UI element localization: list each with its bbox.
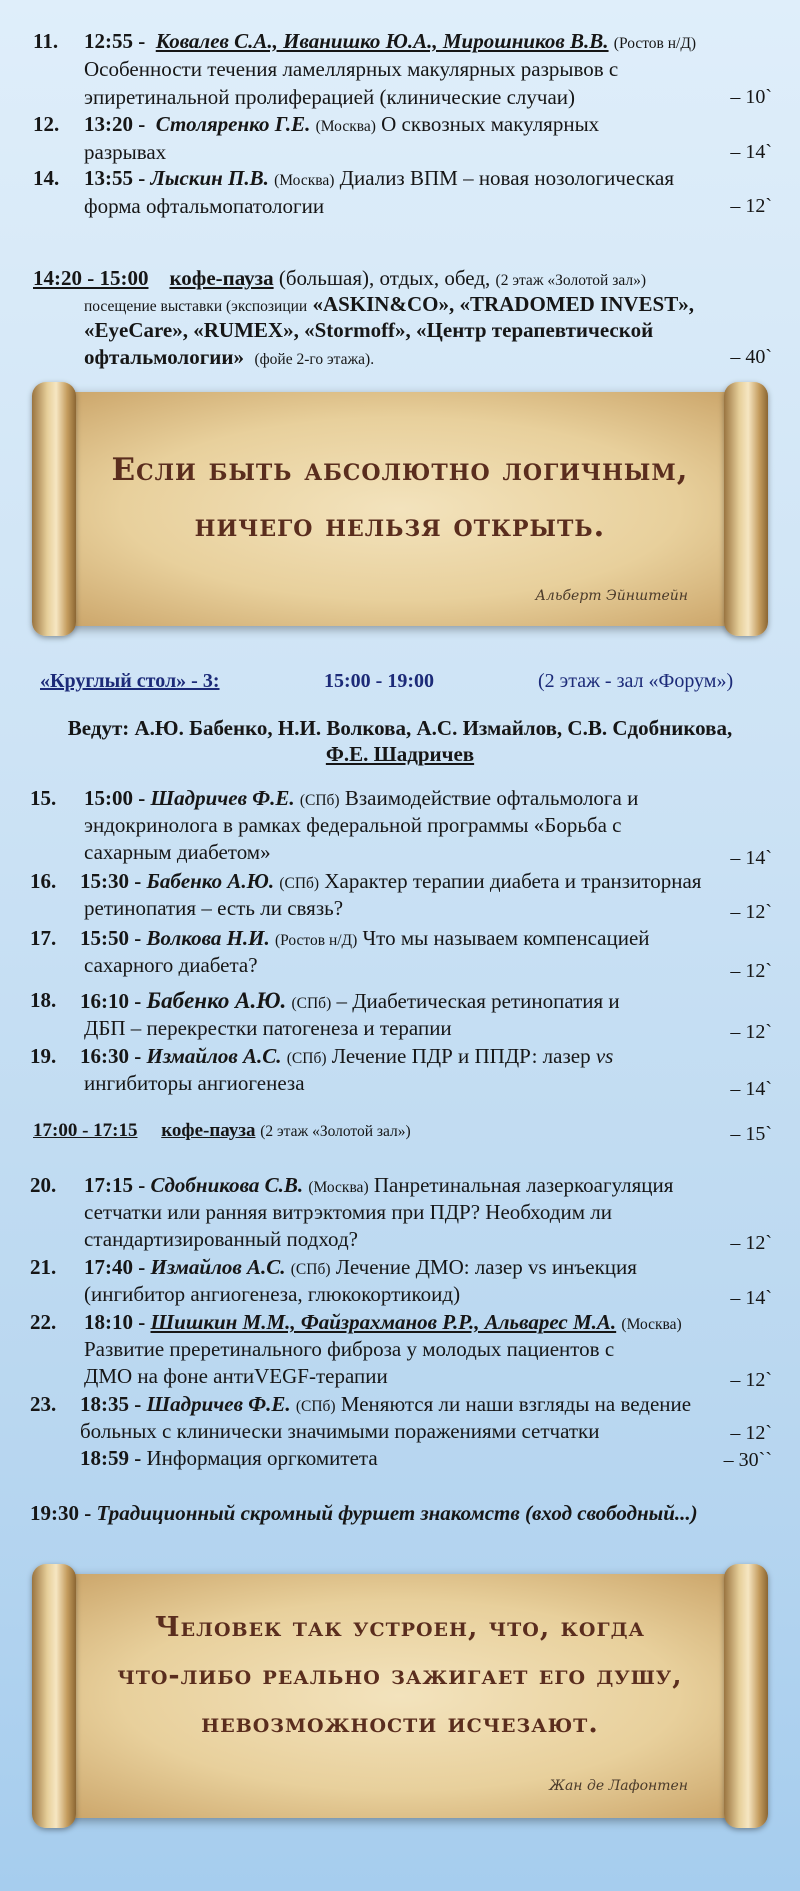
item-city: (Москва) bbox=[621, 1316, 682, 1333]
item-title: сахарного диабета? bbox=[84, 953, 258, 977]
item-duration: – 12` bbox=[730, 960, 772, 982]
item-time: 16:30 - bbox=[80, 1044, 142, 1068]
item-title: Информация оргкомитета bbox=[146, 1446, 378, 1470]
item-time: 15:50 - bbox=[80, 926, 142, 950]
item-number: 18. bbox=[30, 988, 57, 1012]
item-number: 22. bbox=[30, 1310, 57, 1334]
item-city: (СПб) bbox=[295, 1398, 336, 1415]
item-speakers: Сдобникова С.В. bbox=[150, 1173, 304, 1197]
item-speakers: Бабенко А.Ю. bbox=[146, 869, 275, 893]
break-time: 14:20 - 15:00 bbox=[33, 266, 149, 290]
moderators-line: Ведут: А.Ю. Бабенко, Н.И. Волкова, А.С. Измайлов, С.В. Сдобникова, bbox=[67, 716, 733, 740]
item-number: 16. bbox=[30, 869, 57, 893]
item-number: 12. bbox=[33, 112, 60, 136]
quote-author: Жан де Лафонтен bbox=[549, 1778, 688, 1794]
item-city: (Ростов н/Д) bbox=[613, 35, 697, 52]
item-number: 19. bbox=[30, 1044, 57, 1068]
item-number: 21. bbox=[30, 1255, 57, 1279]
item-title: сахарным диабетом» bbox=[84, 840, 271, 864]
round-table-label: «Круглый стол» - 3: bbox=[40, 670, 220, 692]
item-title: стандартизированный подход? bbox=[84, 1227, 358, 1251]
item-title: Лечение ДМО: лазер vs инъекция bbox=[335, 1255, 637, 1279]
item-title: эпиретинальной пролиферацией (клинические случаи) bbox=[84, 85, 576, 109]
item-title: Меняются ли наши взгляды на ведение bbox=[340, 1392, 692, 1416]
item-title: Диализ ВПМ – новая нозологическая bbox=[339, 166, 674, 190]
item-city: (СПб) bbox=[291, 995, 332, 1012]
item-title: Что мы называем компенсацией bbox=[362, 926, 650, 950]
exhibitors: «ASKIN&CO», «TRADOMED INVEST», bbox=[312, 292, 694, 316]
item-title: разрывах bbox=[84, 140, 167, 164]
item-title: Взаимодействие офтальмолога и bbox=[344, 786, 639, 810]
item-city: (Москва) bbox=[315, 118, 376, 135]
item-speakers: Шадричев Ф.Е. bbox=[146, 1392, 291, 1416]
item-title: (ингибитор ангиогенеза, глюкокортикоид) bbox=[84, 1282, 461, 1306]
item-city: (Ростов н/Д) bbox=[275, 932, 358, 949]
break-duration: – 15` bbox=[730, 1123, 772, 1145]
item-duration: – 30`` bbox=[723, 1449, 772, 1471]
item-title: ДБП – перекрестки патогенеза и терапии bbox=[84, 1016, 452, 1040]
item-city: (СПб) bbox=[279, 875, 320, 892]
item-duration: – 12` bbox=[730, 195, 772, 217]
item-duration: – 12` bbox=[730, 1021, 772, 1043]
item-speakers: Столяренко Г.Е. bbox=[155, 112, 311, 136]
exhibition-place: (фойе 2-го этажа). bbox=[254, 351, 375, 368]
item-title: Развитие преретинального фиброза у молодых пациентов с bbox=[84, 1337, 615, 1361]
item-title: Особенности течения ламеллярных макулярных разрывов с bbox=[84, 57, 619, 81]
break-duration: – 40` bbox=[730, 346, 772, 368]
exhibitors: офтальмологии» bbox=[84, 345, 244, 369]
exhibitors: «EyeCare», «RUMEX», «Stormoff», «Центр терапевтической bbox=[84, 318, 654, 342]
item-time: 13:55 - bbox=[84, 166, 146, 190]
item-city: (СПб) bbox=[299, 792, 340, 809]
item-duration: – 14` bbox=[730, 141, 772, 163]
item-speakers: Волкова Н.И. bbox=[146, 926, 270, 950]
item-speakers: Измайлов А.С. bbox=[150, 1255, 286, 1279]
moderators-line: Ф.Е. Шадричев bbox=[325, 742, 475, 766]
item-speakers: Шишкин М.М., Файзрахманов Р.Р., Альварес М.А. bbox=[150, 1310, 617, 1334]
item-duration: – 10` bbox=[730, 86, 772, 108]
round-table-time: 15:00 - 19:00 bbox=[324, 670, 434, 692]
item-title-vs: vs bbox=[595, 1044, 614, 1068]
item-time: 17:40 - bbox=[84, 1255, 146, 1279]
item-time: 18:10 - bbox=[84, 1310, 146, 1334]
quote-line: что-либо реально зажигает его душу, bbox=[117, 1660, 683, 1691]
item-number: 23. bbox=[30, 1392, 57, 1416]
item-number: 11. bbox=[33, 29, 59, 53]
buffet-text: Традиционный скромный фуршет знакомств (вход свободный...) bbox=[96, 1501, 698, 1525]
item-duration: – 14` bbox=[730, 1078, 772, 1100]
round-table-place: (2 этаж - зал «Форум») bbox=[538, 670, 734, 692]
item-time: 18:59 - bbox=[80, 1446, 142, 1470]
scroll-roll-left bbox=[32, 382, 76, 636]
item-number: 15. bbox=[30, 786, 57, 810]
break-label: кофе-пауза bbox=[161, 1120, 256, 1141]
scroll-roll-left bbox=[32, 1564, 76, 1828]
item-duration: – 12` bbox=[730, 1422, 772, 1444]
quote-line: Человек так устроен, что, когда bbox=[155, 1612, 645, 1643]
quote-line: ничего нельзя открыть. bbox=[194, 508, 606, 544]
item-speakers: Шадричев Ф.Е. bbox=[150, 786, 295, 810]
break-place: (2 этаж «Золотой зал») bbox=[495, 272, 647, 289]
item-duration: – 14` bbox=[730, 1287, 772, 1309]
item-time: 18:35 - bbox=[80, 1392, 142, 1416]
quote-line: невозможности исчезают. bbox=[201, 1708, 599, 1739]
quote-scroll bbox=[42, 392, 758, 626]
break-place: (2 этаж «Золотой зал») bbox=[260, 1123, 411, 1140]
buffet-time: 19:30 - bbox=[30, 1501, 92, 1525]
item-title: Лечение ПДР и ППДР: лазер bbox=[331, 1044, 591, 1068]
item-city: (СПб) bbox=[290, 1261, 331, 1278]
item-title: больных с клинически значимыми поражениями сетчатки bbox=[80, 1419, 600, 1443]
exhibition-text: посещение выставки (экспозиции bbox=[84, 298, 308, 315]
item-title: сетчатки или ранняя витрэктомия при ПДР? Необходим ли bbox=[84, 1200, 612, 1224]
item-speakers: Ковалев С.А., Иванишко Ю.А., Мирошников В.В. bbox=[155, 29, 609, 53]
item-time: 15:00 - bbox=[84, 786, 146, 810]
item-speakers: Лыскин П.В. bbox=[150, 166, 269, 190]
item-duration: – 12` bbox=[730, 1369, 772, 1391]
item-number: 20. bbox=[30, 1173, 57, 1197]
item-title: Панретинальная лазеркоагуляция bbox=[373, 1173, 674, 1197]
item-time: 13:20 - bbox=[84, 112, 146, 136]
item-number: 17. bbox=[30, 926, 57, 950]
item-title: эндокринолога в рамках федеральной программы «Борьба с bbox=[84, 813, 622, 837]
item-speakers: Измайлов А.С. bbox=[146, 1044, 282, 1068]
scroll-roll-right bbox=[724, 1564, 768, 1828]
item-time: 12:55 - bbox=[84, 29, 146, 53]
item-title: ингибиторы ангиогенеза bbox=[84, 1071, 305, 1095]
quote-author: Альберт Эйнштейн bbox=[535, 588, 688, 604]
break-time: 17:00 - 17:15 bbox=[33, 1120, 138, 1141]
item-time: 17:15 - bbox=[84, 1173, 146, 1197]
item-number: 14. bbox=[33, 166, 60, 190]
item-city: (Москва) bbox=[308, 1179, 369, 1196]
item-duration: – 14` bbox=[730, 847, 772, 869]
quote-line: Если быть абсолютно логичным, bbox=[111, 452, 689, 488]
item-time: 15:30 - bbox=[80, 869, 142, 893]
item-title: О сквозных макулярных bbox=[381, 112, 600, 136]
item-title: Характер терапии диабета и транзиторная bbox=[324, 869, 702, 893]
item-duration: – 12` bbox=[730, 901, 772, 923]
item-speakers: Бабенко А.Ю. bbox=[146, 988, 287, 1013]
quote-scroll bbox=[42, 1574, 758, 1818]
item-city: (СПб) bbox=[286, 1050, 327, 1067]
item-title: ретинопатия – есть ли связь? bbox=[84, 896, 344, 920]
item-title: форма офтальмопатологии bbox=[84, 194, 325, 218]
item-title: – Диабетическая ретинопатия и bbox=[336, 989, 620, 1013]
break-desc: (большая), отдых, обед, bbox=[278, 266, 491, 290]
item-city: (Москва) bbox=[274, 172, 335, 189]
scroll-roll-right bbox=[724, 382, 768, 636]
item-title: ДМО на фоне антиVEGF-терапии bbox=[84, 1364, 388, 1388]
item-time: 16:10 - bbox=[80, 989, 142, 1013]
item-duration: – 12` bbox=[730, 1232, 772, 1254]
break-label: кофе-пауза bbox=[169, 266, 274, 290]
